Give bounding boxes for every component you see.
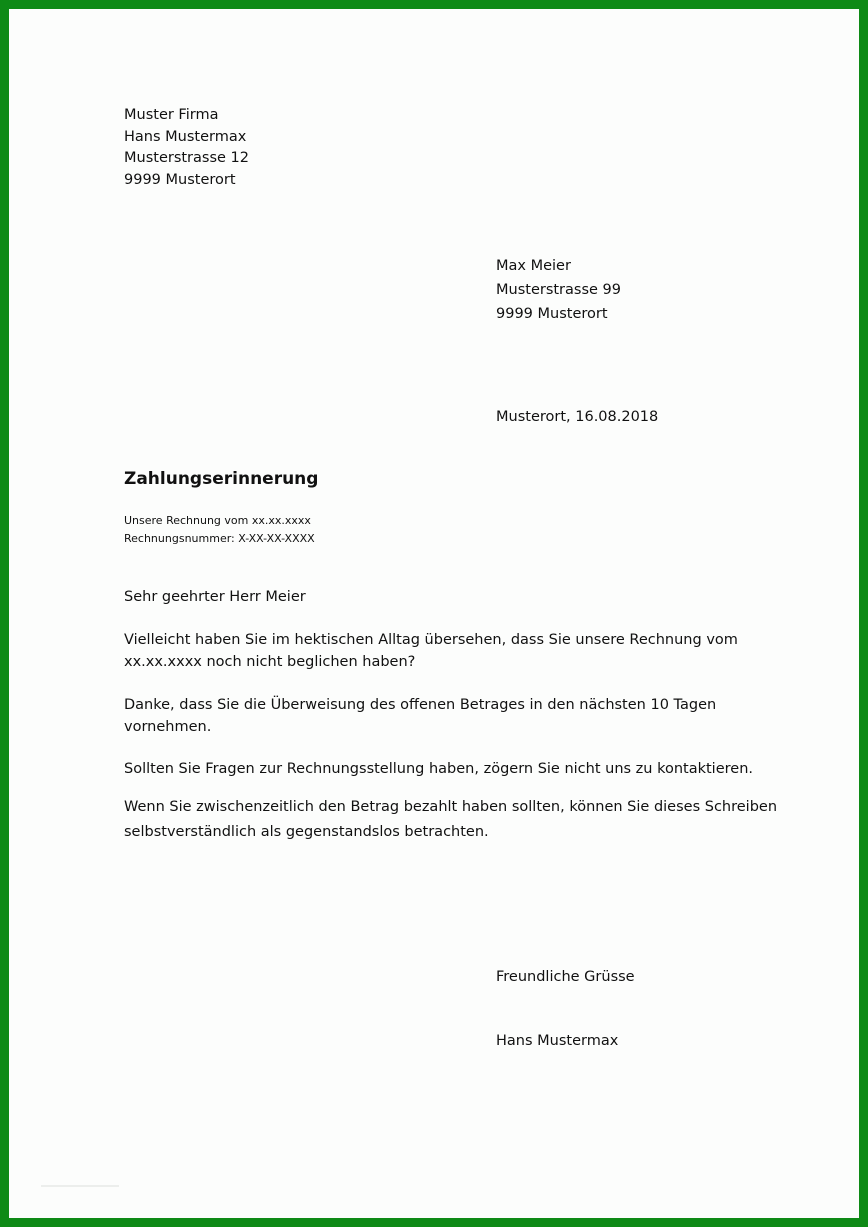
sender-company: Muster Firma xyxy=(124,107,219,123)
sender-address xyxy=(124,105,249,191)
letter-subject: Zahlungserinnerung xyxy=(124,469,319,489)
invoice-number-reference: Rechnungsnummer: X-XX-XX-XXXX xyxy=(124,532,315,545)
sender-street: Musterstrasse 12 xyxy=(124,150,249,166)
salutation: Sehr geehrter Herr Meier xyxy=(124,589,306,605)
recipient-city: 9999 Musterort xyxy=(496,306,608,322)
salutation-block xyxy=(124,587,306,609)
body-paragraph-1: Vielleicht haben Sie im hektischen Alltag übersehen, dass Sie unsere Rechnung vom xx.xx.xxxx noch nicht beglichen haben? xyxy=(124,632,738,670)
sender-city: 9999 Musterort xyxy=(124,171,236,188)
invoice-references xyxy=(124,512,315,548)
body-paragraph-3: Sollten Sie Fragen zur Rechnungsstellung haben, zögern Sie nicht uns zu kontaktieren. xyxy=(124,761,753,777)
sender-name: Hans Mustermax xyxy=(124,128,247,145)
closing-greeting: Freundliche Grüsse xyxy=(496,969,635,985)
recipient-address xyxy=(496,254,621,326)
body-paragraph-2: Danke, dass Sie die Überweisung des offenen Betrages in den nächsten 10 Tagen vornehmen. xyxy=(124,697,717,735)
recipient-name: Max Meier xyxy=(496,258,571,274)
signature-block xyxy=(496,1031,618,1053)
watermark-mark xyxy=(41,1181,121,1193)
body-paragraph-4: Wenn Sie zwischenzeitlich den Betrag bezahlt haben sollten, können Sie dieses Schreiben selbstverständlich als gegenstandslos betrachten. xyxy=(124,799,778,840)
invoice-date-reference: Unsere Rechnung vom xx.xx.xxxx xyxy=(124,514,311,527)
watermark-icon xyxy=(41,1181,121,1191)
date-line: Musterort, 16.08.2018 xyxy=(496,409,659,425)
recipient-street: Musterstrasse 99 xyxy=(496,282,621,298)
signature-name: Hans Mustermax xyxy=(496,1033,619,1049)
date-line-block xyxy=(496,407,658,429)
closing-block xyxy=(496,967,635,989)
